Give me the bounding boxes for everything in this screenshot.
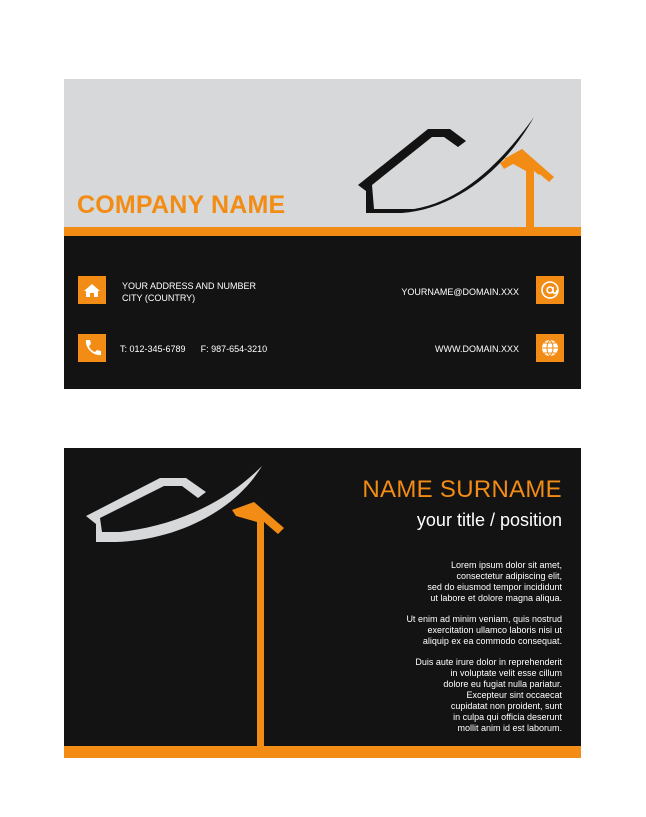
text-line: Ut enim ad minim veniam, quis nostrud bbox=[406, 614, 562, 624]
text-line: dolore eu fugiat nulla pariatur. bbox=[443, 679, 562, 689]
email-address: YOURNAME@DOMAIN.XXX bbox=[401, 287, 519, 297]
text-line: Duis aute irure dolor in reprehenderit bbox=[415, 657, 562, 667]
home-icon bbox=[78, 276, 106, 304]
paragraph-1 bbox=[332, 560, 562, 604]
paragraph-2 bbox=[332, 614, 562, 647]
text-line: in voluptate velit esse cillum bbox=[450, 668, 562, 678]
text-line: aliquip ex ea commodo consequat. bbox=[422, 636, 562, 646]
address-block bbox=[122, 280, 256, 304]
paragraph-3 bbox=[332, 657, 562, 734]
text-line: Lorem ipsum dolor sit amet, bbox=[450, 560, 562, 570]
text-line: ut labore et dolore magna aliqua. bbox=[430, 593, 562, 603]
text-line: mollit anim id est laborum. bbox=[457, 723, 562, 733]
text-line: Excepteur sint occaecat bbox=[466, 690, 562, 700]
text-line: consectetur adipiscing elit, bbox=[456, 571, 562, 581]
fax-number: F: 987-654-3210 bbox=[200, 344, 268, 354]
address-line2: CITY (COUNTRY) bbox=[122, 293, 196, 303]
full-name: NAME SURNAME bbox=[362, 476, 562, 503]
text-line: cupidatat non proident, sunt bbox=[450, 701, 562, 711]
text-line: exercitation ullamco laboris nisi ut bbox=[427, 625, 562, 635]
website-url: WWW.DOMAIN.XXX bbox=[435, 344, 519, 354]
business-card-front bbox=[64, 79, 581, 389]
job-title: your title / position bbox=[416, 510, 562, 530]
text-line: in culpa qui officia deserunt bbox=[453, 712, 562, 722]
back-accent-stripe bbox=[64, 746, 581, 758]
address-line1: YOUR ADDRESS AND NUMBER bbox=[122, 281, 257, 291]
text-line: sed do eiusmod tempor incididunt bbox=[427, 582, 562, 592]
house-logo-icon bbox=[354, 109, 564, 229]
at-sign-icon bbox=[536, 276, 564, 304]
globe-icon bbox=[536, 334, 564, 362]
phone-number: T: 012-345-6789 bbox=[120, 344, 186, 354]
phone-fax-block bbox=[120, 343, 267, 355]
phone-icon bbox=[78, 334, 106, 362]
company-name: COMPANY NAME bbox=[77, 191, 286, 219]
business-card-back bbox=[64, 448, 581, 758]
